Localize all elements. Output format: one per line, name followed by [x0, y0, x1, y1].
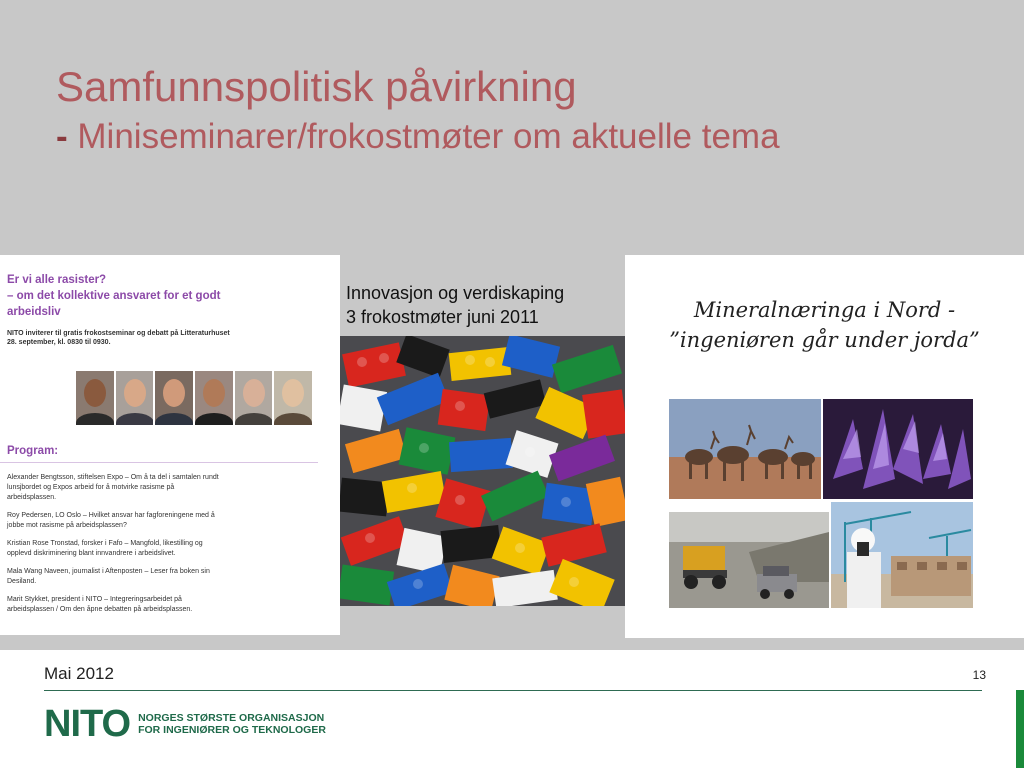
mineral-title-line: ”ingeniøren går under jorda” — [669, 328, 980, 352]
mineral-panel — [625, 255, 1024, 638]
subtitle-text: Miniseminarer/frokostmøter om aktuelle tema — [77, 117, 780, 156]
logo-tagline-line: NORGES STØRSTE ORGANISASJON — [138, 712, 325, 724]
program-divider — [0, 462, 318, 463]
speaker-photo — [116, 371, 154, 425]
poster-invitation-line: 28. september, kl. 0830 til 0930. — [7, 339, 111, 346]
slide-date: Mai 2012 — [44, 664, 114, 683]
logo-mark: NITO — [44, 703, 131, 745]
caption-line: 3 frokostmøter juni 2011 — [346, 307, 539, 327]
poster-invitation-line: NITO inviterer til gratis frokostseminar og debatt på Litteraturhuset — [7, 330, 230, 337]
reindeer-image — [669, 399, 821, 499]
poster-title — [7, 272, 307, 320]
mining-truck-image — [669, 512, 829, 608]
program-item — [7, 567, 327, 587]
caption-line: Innovasjon og verdiskaping — [346, 283, 565, 303]
nito-logo — [44, 703, 326, 745]
slide-title: Samfunnspolitisk påvirkning — [56, 63, 577, 110]
program-item-line: Roy Pedersen, LO Oslo – Hvilket ansvar har fagforeningene med å — [7, 512, 215, 519]
program-item-line: arbeidsplassen. — [7, 494, 57, 501]
poster-title-line: arbeidsliv — [7, 306, 61, 318]
poster-title-line: Er vi alle rasister? — [7, 274, 107, 286]
mining-truck-photo — [669, 512, 829, 608]
program-item-line: Desiland. — [7, 578, 37, 585]
page-number: 13 — [972, 668, 986, 682]
lego-bricks-image — [340, 336, 625, 606]
program-item-line: lunsjbordet og Expos arbeid for å motvirke rasisme på — [7, 484, 175, 491]
subtitle-dash: - — [56, 117, 68, 156]
program-item-line: opplevd diskriminering blant innvandrere i arbeidslivet. — [7, 550, 176, 557]
program-item-line: Marit Stykket, president i NITO – Integreringsarbeidet på — [7, 596, 182, 603]
footer-rule — [44, 690, 982, 691]
program-item — [7, 511, 327, 531]
program-item — [7, 473, 327, 503]
logo-tagline-line: FOR INGENIØRER OG TEKNOLOGER — [138, 724, 326, 736]
amethyst-photo — [823, 399, 973, 499]
construction-worker-photo — [831, 502, 973, 608]
program-item-line: jobbe mot rasisme på arbeidsplassen? — [7, 522, 127, 529]
program-item — [7, 595, 327, 615]
speaker-photo — [274, 371, 312, 425]
innovation-caption — [346, 281, 636, 329]
program-item-line: Alexander Bengtsson, stiftelsen Expo – Om å ta del i samtalen rundt — [7, 474, 219, 481]
speaker-photo — [155, 371, 193, 425]
poster-title-line: – om det kollektive ansvaret for et godt — [7, 290, 221, 302]
program-heading: Program: — [7, 445, 59, 457]
speaker-photos — [76, 371, 312, 425]
program-item-line: Kristian Rose Tronstad, forsker i Fafo – Mangfold, likestilling og — [7, 540, 203, 547]
reindeer-photo — [669, 399, 821, 499]
construction-image — [831, 502, 973, 608]
lego-bricks-photo — [340, 336, 625, 606]
seminar-poster — [0, 255, 340, 635]
mineral-title-line: Mineralnæringa i Nord - — [693, 298, 956, 322]
slide-subtitle — [56, 114, 956, 160]
amethyst-image — [823, 399, 973, 499]
corner-accent-bar — [1016, 690, 1024, 768]
logo-tagline — [138, 712, 326, 736]
speaker-photo — [76, 371, 114, 425]
program-item — [7, 539, 327, 559]
program-item-line: arbeidsplassen / Om den åpne debatten på arbeidsplassen. — [7, 606, 193, 613]
speaker-photo — [195, 371, 233, 425]
speaker-photo — [235, 371, 273, 425]
program-item-line: Mala Wang Naveen, journalist i Aftenposten – Leser fra boken sin — [7, 568, 210, 575]
mineral-title — [625, 295, 1024, 355]
poster-invitation — [7, 329, 327, 347]
program-list — [7, 473, 327, 623]
